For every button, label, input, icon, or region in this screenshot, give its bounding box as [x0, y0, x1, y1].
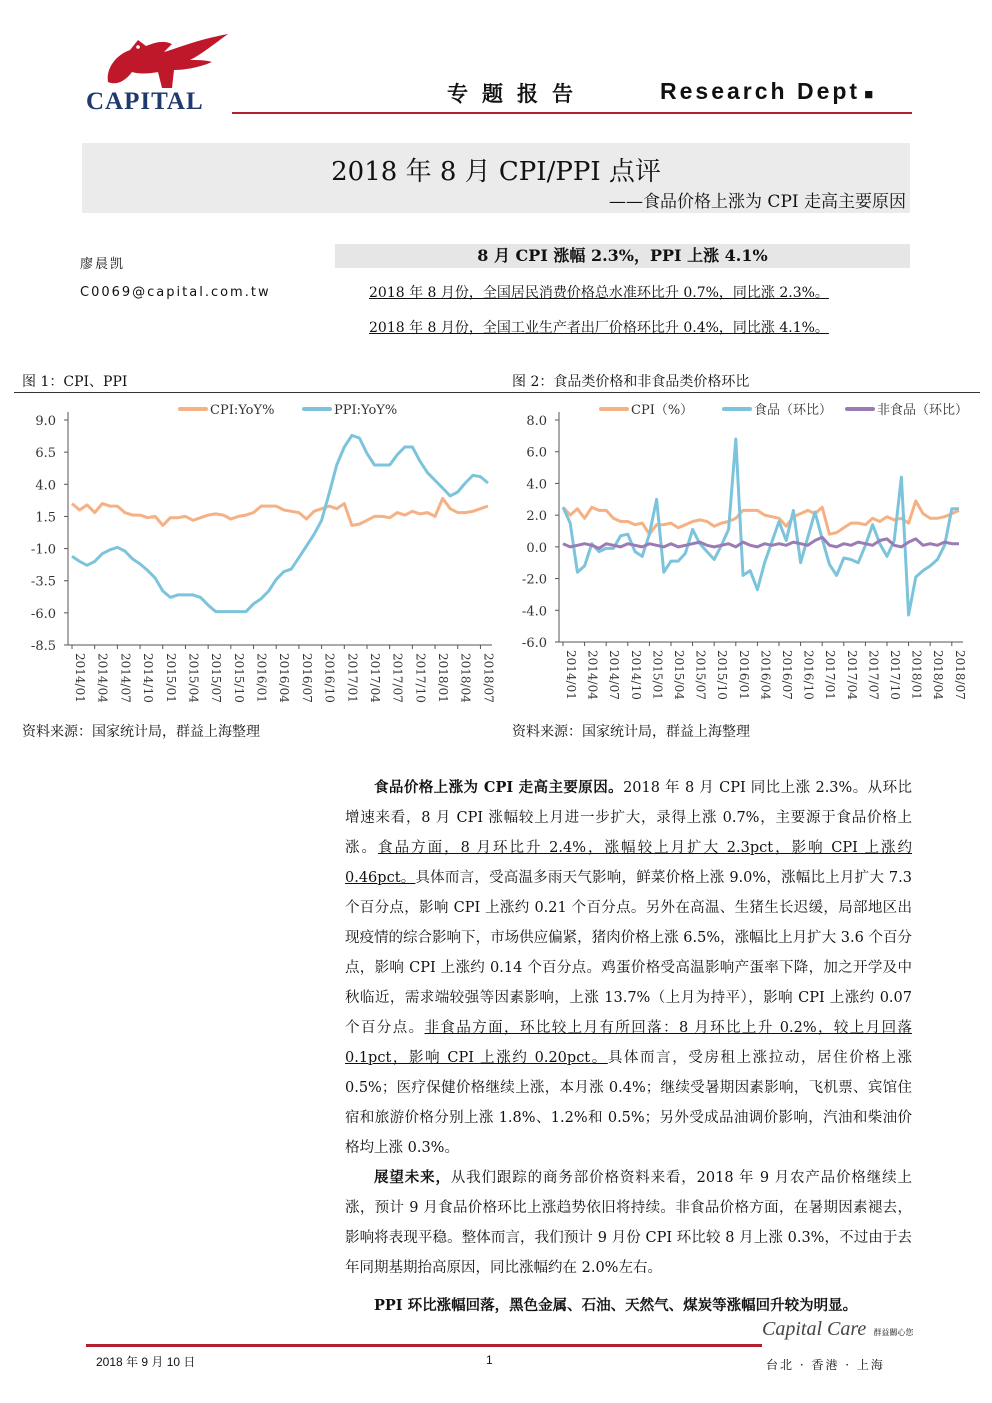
p1-segment-1: 2018 年 8 月 CPI 同比上涨 2.3%。从环比增速来看，8 月 CPI 涨幅较上月进一步扩大，录得上涨 0.7%，主要源于食品价格上涨。 [345, 780, 912, 856]
y-tick-label: -8.5 [30, 639, 56, 654]
x-tick-label: 2014/04 [95, 653, 110, 703]
x-tick-label: 2017/10 [413, 653, 428, 703]
x-tick-label: 2015/07 [209, 653, 224, 703]
author-email[interactable]: C0069@capital.com.tw [80, 285, 271, 300]
y-tick-label: -1.0 [30, 542, 56, 558]
p3-segment-0: PPI 环比涨幅回落，黑色金属、石油、天然气、煤炭等涨幅回升较为明显。 [374, 1297, 858, 1314]
x-tick-label: 2016/04 [758, 650, 773, 700]
footer-cities: 台北 · 香港 · 上海 [766, 1358, 885, 1372]
paragraph-2 [345, 1163, 912, 1283]
x-tick-label: 2017/07 [390, 653, 405, 703]
x-tick-label: 2014/10 [141, 653, 156, 703]
y-tick-label: 6.0 [526, 445, 547, 461]
p1-segment-0: 食品价格上涨为 CPI 走高主要原因。 [374, 779, 624, 796]
figure-rule [14, 392, 980, 393]
legend-label: CPI:YoY% [210, 403, 275, 418]
footer-date: 2018 年 9 月 10 日 [96, 1355, 196, 1369]
x-tick-label: 2015/10 [715, 650, 730, 700]
chart-food-nonfood [505, 396, 980, 714]
p1-segment-4: 非食品方面，环比较上月有所回落：8 月环比上升 0.2%，较上月回落 0.1pct，影响 CPI 上涨约 0.20pct。 [345, 1020, 913, 1066]
y-tick-label: -4.0 [521, 604, 547, 620]
x-tick-label: 2015/10 [231, 653, 246, 703]
y-tick-label: 2.0 [526, 509, 547, 525]
x-tick-label: 2017/10 [888, 650, 902, 700]
fig1-caption: 图 1：CPI、PPI [22, 374, 128, 390]
x-tick-label: 2016/01 [736, 650, 751, 700]
x-tick-label: 2018/01 [909, 650, 924, 700]
dept-text: Research Dept [660, 78, 861, 104]
x-tick-label: 2017/01 [345, 653, 360, 703]
x-tick-label: 2015/01 [650, 650, 665, 700]
paragraph-1 [345, 773, 912, 1163]
p1-segment-5: 具体而言，受房租上涨拉动，居住价格上涨 0.5%；医疗保健价格继续上涨，本月涨 0.4%；继续受暑期因素影响，飞机票、宾馆住宿和旅游价格分别上涨 1.8%、1.2%和 0.5%；另外受成品油调价影响，汽油和柴油价格均上涨 0.3%。 [345, 1050, 912, 1156]
legend-label: PPI:YoY% [334, 403, 398, 418]
x-tick-label: 2018/07 [952, 650, 967, 700]
x-tick-label: 2014/01 [564, 650, 578, 700]
legend-label: 食品（环比） [754, 403, 833, 418]
summary-line-2: 2018 年 8 月份，全国工业生产者出厂价格环比升 0.4%，同比涨 4.1%。 [369, 320, 829, 336]
x-tick-label: 2016/07 [299, 653, 314, 703]
series-line-食品（环比） [563, 439, 959, 615]
header-rule [232, 112, 912, 114]
dept-mark: ■ [864, 86, 877, 103]
body-text [345, 773, 912, 1321]
paragraph-3 [345, 1291, 912, 1321]
page-title: 2018 年 8 月 CPI/PPI 点评 [331, 157, 661, 187]
x-tick-label: 2018/04 [458, 653, 473, 703]
logo-text: CAPITAL [86, 88, 204, 115]
p2-segment-0: 展望未来， [374, 1169, 451, 1186]
y-tick-label: 0.0 [526, 540, 547, 556]
x-tick-label: 2017/07 [866, 650, 881, 700]
x-tick-label: 2017/04 [367, 653, 382, 703]
y-tick-label: -6.0 [30, 606, 56, 622]
x-tick-label: 2014/01 [73, 653, 87, 703]
x-tick-label: 2018/07 [481, 653, 496, 703]
legend-label: 非食品（环比） [877, 403, 969, 418]
x-tick-label: 2014/04 [585, 650, 600, 700]
x-tick-label: 2014/07 [118, 653, 133, 703]
x-tick-label: 2017/04 [844, 650, 859, 700]
p2-segment-1: 从我们跟踪的商务部价格资料来看，2018 年 9 月农产品价格继续上涨，预计 9 月食品价格环比上涨趋势依旧将持续。非食品价格方面，在暑期因素褪去，影响将表现平稳。整体而言，我们预计 9 月份 CPI 环比较 8 月上涨 0.3%，不过由于去年同期基期抬高原因，同比涨幅约在 2.0%左右。 [345, 1170, 913, 1276]
x-tick-label: 2016/10 [801, 650, 816, 700]
footer-brand [762, 1318, 913, 1341]
y-tick-label: 4.0 [35, 478, 56, 494]
y-tick-label: 9.0 [35, 414, 56, 429]
x-tick-label: 2017/01 [823, 650, 838, 700]
fig2-source: 资料来源：国家统计局，群益上海整理 [512, 724, 750, 740]
x-tick-label: 2016/04 [277, 653, 292, 703]
p1-segment-2: 食品方面，8 月环比升 2.4%，涨幅较上月扩大 2.3pct，影响 CPI 上涨约 0.46pct。 [345, 840, 913, 886]
y-tick-label: -2.0 [521, 572, 547, 588]
fig2-caption: 图 2：食品类价格和非食品类价格环比 [512, 374, 750, 390]
y-tick-label: -6.0 [521, 636, 547, 651]
x-tick-label: 2015/01 [163, 653, 178, 703]
y-tick-label: 4.0 [526, 477, 547, 493]
y-tick-label: 1.5 [35, 510, 56, 526]
y-tick-label: 8.0 [526, 414, 547, 429]
x-tick-label: 2015/07 [693, 650, 708, 700]
eagle-logo-icon [86, 30, 236, 90]
logo [86, 30, 236, 120]
x-tick-label: 2015/04 [186, 653, 201, 703]
x-tick-label: 2016/07 [780, 650, 794, 700]
fig1-source: 资料来源：国家统计局，群益上海整理 [22, 724, 260, 740]
title-box [82, 143, 910, 213]
series-line-PPI:YoY% [72, 435, 488, 611]
x-tick-label: 2016/01 [254, 653, 269, 703]
x-tick-label: 2018/04 [931, 650, 946, 700]
y-tick-label: -3.5 [30, 574, 56, 590]
x-tick-label: 2014/10 [628, 650, 643, 700]
series-line-CPI:YoY% [72, 498, 488, 525]
summary-headline: 8 月 CPI 涨幅 2.3%，PPI 上涨 4.1% [335, 244, 910, 268]
series-line-非食品（环比） [563, 537, 959, 548]
summary-line-1: 2018 年 8 月份，全国居民消费价格总水准环比升 0.7%，同比涨 2.3%。 [369, 285, 829, 301]
x-tick-label: 2015/04 [672, 650, 686, 700]
dept-label [660, 78, 876, 105]
report-type-label: 专题报告 [447, 82, 587, 106]
x-tick-label: 2016/10 [322, 653, 337, 703]
x-tick-label: 2018/01 [436, 653, 451, 703]
chart-cpi-ppi [14, 396, 494, 714]
page-subtitle: ——食品价格上涨为 CPI 走高主要原因 [609, 192, 906, 212]
x-tick-label: 2014/07 [607, 650, 622, 700]
p1-segment-3: 具体而言，受高温多雨天气影响，鲜菜价格上涨 9.0%，涨幅比上月扩大 7.3 个百分点，影响 CPI 上涨约 0.21 个百分点。另外在高温、生猪生长迟缓，局部地区出现疫情的综合影响下，市场供应偏紧，猪肉价格上涨 6.5%，涨幅比上月扩大 3.6 个百分点，影响 CPI 上涨约 0.14 个百分点。鸡蛋价格受高温影响产蛋率下降，加之开学及中秋临近，需求端较强等因素影响，上涨 13.7%（上月为持平），影响 CPI 上涨约 0.07 个百分点。 [345, 870, 912, 1036]
footer-rule [86, 1344, 762, 1347]
footer-page-number: 1 [486, 1353, 493, 1367]
footer-brand-text: Capital Care [762, 1318, 867, 1340]
footer-brand-tag: 群益關心您 [873, 1328, 914, 1337]
author-name: 廖晨凯 [80, 257, 126, 272]
y-tick-label: 6.5 [35, 446, 56, 462]
legend-label: CPI（%） [631, 403, 694, 418]
